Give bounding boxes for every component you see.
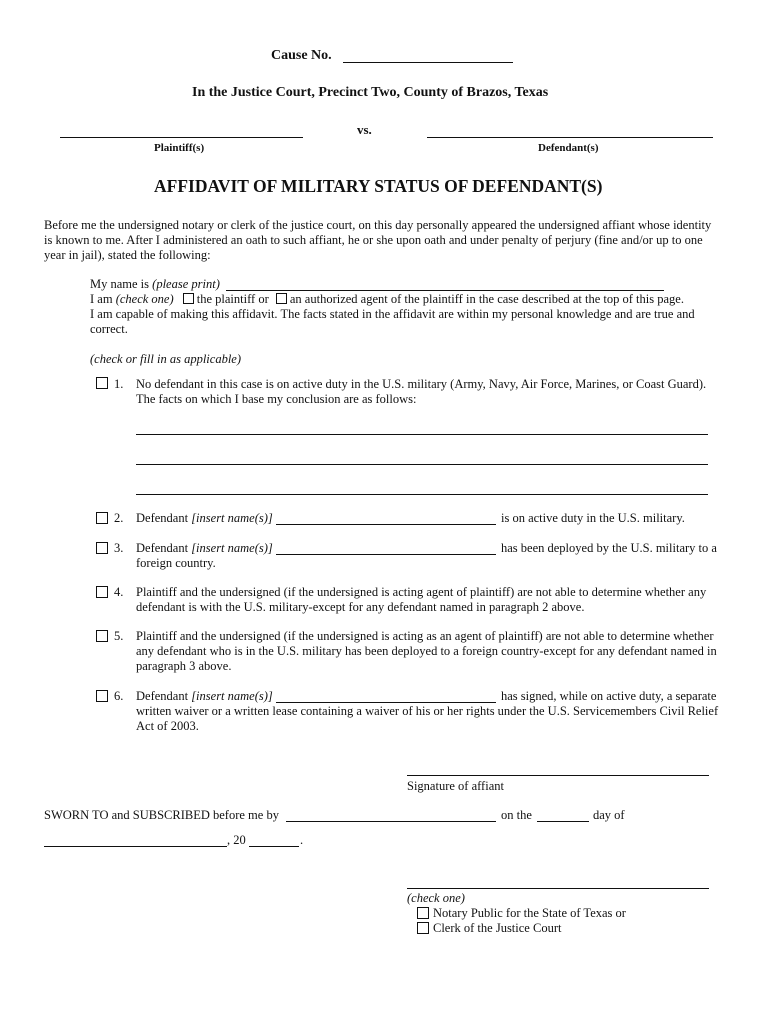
sworn-day-of: day of: [593, 808, 625, 822]
signature-line[interactable]: [407, 775, 709, 776]
capable-line-1: I am capable of making this affidavit. The facts stated in the affidavit are within my personal knowledge and are true and: [90, 307, 695, 321]
item-2-prefix: [136, 511, 273, 526]
plaintiff-checkbox[interactable]: [183, 293, 194, 304]
plaintiff-label: Plaintiff(s): [154, 142, 205, 154]
item-6-number: 6.: [114, 689, 124, 703]
item-4-line-2: defendant is with the U.S. military-except for any defendant named in paragraph 2 above.: [136, 600, 585, 614]
intro-line-2: is known to me. After I administered an oath to such affiant, he or she upon oath and under penalty of perjury (fine and/or up to one: [44, 233, 703, 247]
item-2-defendant-label: Defendant: [136, 511, 189, 525]
sworn-day-field[interactable]: [537, 821, 589, 822]
item-3-suffix: has been deployed by the U.S. military to a: [501, 541, 717, 555]
sworn-name-field[interactable]: [286, 821, 496, 822]
notary-hint: (check one): [407, 891, 465, 905]
item-6-hint: [insert name(s)]: [191, 689, 273, 703]
item-3-defendant-label: Defendant: [136, 541, 189, 555]
plaintiff-field[interactable]: [60, 137, 303, 138]
item-6-line-3: Act of 2003.: [136, 719, 199, 733]
item-3-line-2: foreign country.: [136, 556, 216, 570]
item-5-line-2: any defendant who is in the U.S. military has been deployed to a foreign country-except for any defendant named in: [136, 644, 717, 658]
facts-line-3[interactable]: [136, 494, 708, 495]
item-2-hint: [insert name(s)]: [191, 511, 273, 525]
item-4-checkbox[interactable]: [96, 586, 108, 598]
option-notary: Notary Public for the State of Texas or: [433, 906, 626, 920]
defendant-field[interactable]: [427, 137, 713, 138]
notary-signature-line[interactable]: [407, 888, 709, 889]
facts-line-1[interactable]: [136, 434, 708, 435]
court-line: In the Justice Court, Precinct Two, County of Brazos, Texas: [192, 85, 549, 100]
item-1-number: 1.: [114, 377, 124, 391]
item-1-checkbox[interactable]: [96, 377, 108, 389]
item-5-number: 5.: [114, 629, 124, 643]
capable-line-2: correct.: [90, 322, 128, 336]
affiant-name-field[interactable]: [226, 290, 664, 291]
item-3-checkbox[interactable]: [96, 542, 108, 554]
item-6-name-field[interactable]: [276, 702, 496, 703]
item-5-line-1: Plaintiff and the undersigned (if the undersigned is acting as an agent of plaintiff) are not able to determine whether: [136, 629, 714, 643]
intro-line-3: year in jail), stated the following:: [44, 248, 211, 262]
item-2-number: 2.: [114, 511, 124, 525]
item-5-line-3: paragraph 3 above.: [136, 659, 232, 673]
name-prefix: My name is: [90, 277, 150, 291]
agent-checkbox[interactable]: [276, 293, 287, 304]
item-4-line-1: Plaintiff and the undersigned (if the undersigned is acting agent of plaintiff) are not able to determine whether any: [136, 585, 707, 599]
item-2-suffix: is on active duty in the U.S. military.: [501, 511, 685, 525]
defendant-label: Defendant(s): [538, 142, 599, 154]
signature-label: Signature of affiant: [407, 779, 504, 793]
name-hint: (please print): [152, 277, 220, 291]
item-3-hint: [insert name(s)]: [191, 541, 273, 555]
sworn-year-field[interactable]: [249, 846, 299, 847]
iam-prefix: I am: [90, 292, 113, 306]
item-6-suffix: has signed, while on active duty, a separate: [501, 689, 717, 703]
check-hint: (check or fill in as applicable): [90, 352, 242, 366]
cause-number-field[interactable]: [343, 62, 513, 63]
option-clerk: Clerk of the Justice Court: [433, 921, 562, 935]
vs-label: vs.: [357, 122, 372, 137]
item-1-line-2: The facts on which I base my conclusion are as follows:: [136, 392, 417, 406]
sworn-year-prefix: , 20: [227, 833, 246, 847]
option-plaintiff: the plaintiff or: [196, 292, 269, 306]
page-title: AFFIDAVIT OF MILITARY STATUS OF DEFENDANT(S): [154, 176, 603, 196]
intro-line-1: Before me the undersigned notary or clerk of the justice court, on this day personally appeared the undersigned affiant whose identity: [44, 218, 712, 232]
affiant-name-row: [90, 277, 220, 292]
item-3-name-field[interactable]: [276, 554, 496, 555]
facts-line-2[interactable]: [136, 464, 708, 465]
item-2-name-field[interactable]: [276, 524, 496, 525]
item-6-prefix: [136, 689, 273, 704]
item-6-checkbox[interactable]: [96, 690, 108, 702]
item-6-defendant-label: Defendant: [136, 689, 189, 703]
item-3-number: 3.: [114, 541, 124, 555]
sworn-prefix: SWORN TO and SUBSCRIBED before me by: [44, 808, 279, 822]
item-6-line-2: written waiver or a written lease containing a waiver of his or her rights under the U.S. Servicemembers Civil Relief: [136, 704, 719, 718]
cause-number-label: Cause No.: [271, 48, 332, 63]
item-2-checkbox[interactable]: [96, 512, 108, 524]
sworn-on-the: on the: [501, 808, 532, 822]
notary-checkbox[interactable]: [417, 907, 429, 919]
item-3-prefix: [136, 541, 273, 556]
sworn-month-field[interactable]: [44, 846, 227, 847]
sworn-year-suffix: .: [300, 833, 304, 847]
iam-hint: (check one): [115, 292, 174, 306]
option-agent: an authorized agent of the plaintiff in the case described at the top of this page.: [289, 292, 684, 306]
affiant-role-row: [90, 292, 684, 307]
clerk-checkbox[interactable]: [417, 922, 429, 934]
item-4-number: 4.: [114, 585, 124, 599]
item-1-line-1: No defendant in this case is on active duty in the U.S. military (Army, Navy, Air Force, Marines, or Coast Guard).: [136, 377, 707, 391]
item-5-checkbox[interactable]: [96, 630, 108, 642]
